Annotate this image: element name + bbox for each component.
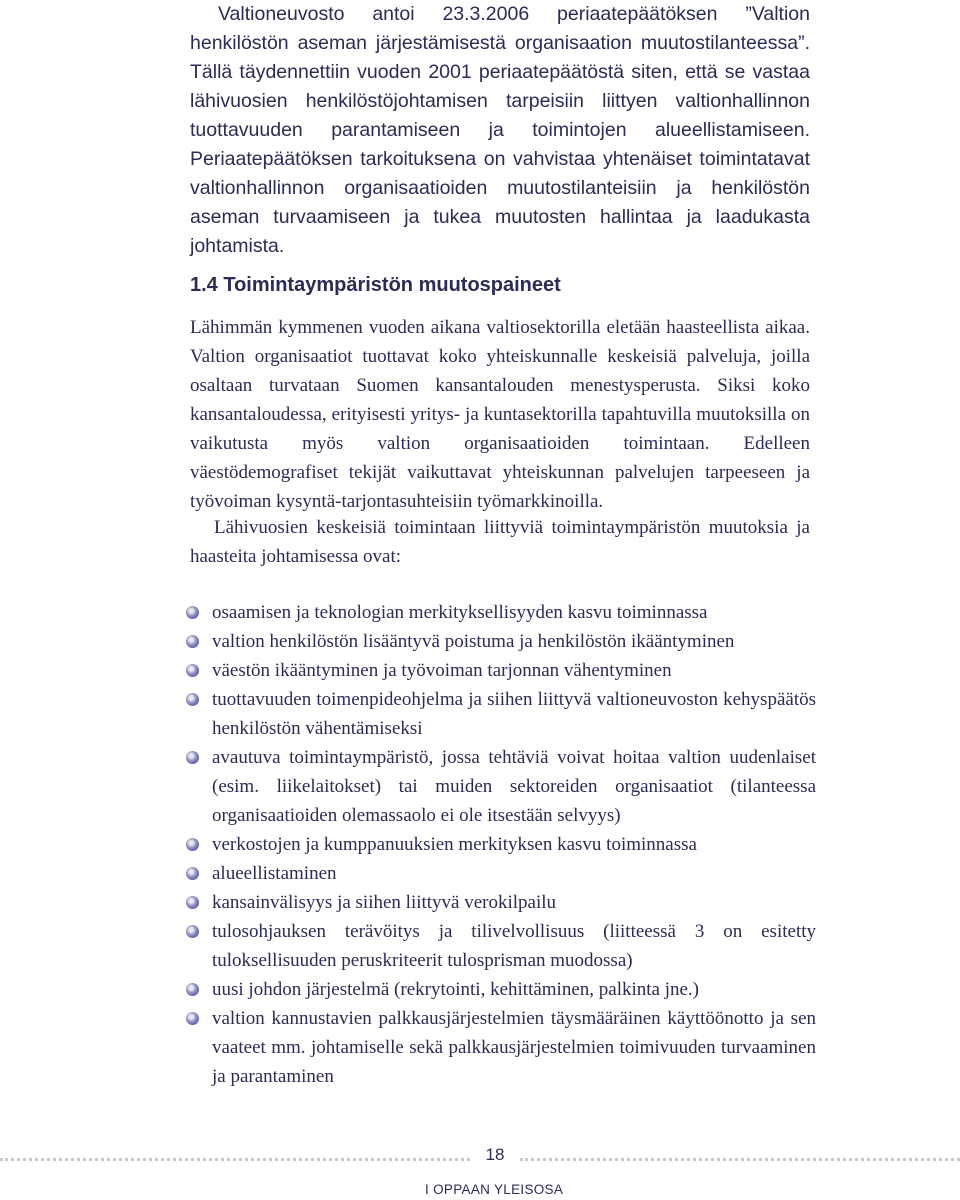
- intro-paragraph: Valtioneuvosto antoi 23.3.2006 periaatepäätöksen ”Valtion henkilöstön aseman järjestämisestä organisaation muutostilanteessa”. Tällä täydennettiin vuoden 2001 periaatepäätöstä siten, että se vastaa lähivuosien henkilöstöjohtamisen tarpeisiin liittyen valtionhallinnon tuottavuuden parantamiseen ja toimintojen alueellistamiseen. Periaatepäätöksen tarkoituksena on vahvistaa yhtenäiset toimintatavat valtionhallinnon organisaatioiden muutostilanteisiin ja henkilöstön aseman turvaamiseen ja tukea muutosten hallintaa ja laadukasta johtamista.: [190, 3, 810, 257]
- bullet-icon: [186, 983, 199, 996]
- list-item-text: alueellistaminen: [212, 863, 337, 884]
- list-item: [186, 888, 816, 917]
- list-item-text: tuottavuuden toimenpideohjelma ja siihen liittyvä valtioneuvoston kehyspäätös henkilöstön vähentämiseksi: [212, 689, 816, 739]
- challenges-list: [186, 598, 816, 1091]
- list-item: [186, 975, 816, 1004]
- list-item: [186, 743, 816, 830]
- footer-dotted-rule-right: [520, 1158, 960, 1161]
- section-paragraph-2: Lähivuosien keskeisiä toimintaan liittyviä toimintaympäristön muutoksia ja haasteita johtamisessa ovat:: [190, 517, 810, 567]
- list-item-text: verkostojen ja kumppanuuksien merkityksen kasvu toiminnassa: [212, 834, 697, 855]
- list-item-text: valtion henkilöstön lisääntyvä poistuma ja henkilöstön ikääntyminen: [212, 631, 735, 652]
- list-item: [186, 859, 816, 888]
- bullet-icon: [186, 751, 199, 764]
- list-item: [186, 1004, 816, 1091]
- section-heading: 1.4 Toimintaympäristön muutospaineet: [190, 274, 561, 296]
- list-item: [186, 830, 816, 859]
- list-item: [186, 917, 816, 975]
- list-item: [186, 685, 816, 743]
- list-item: [186, 598, 816, 627]
- list-item-text: avautuva toimintaympäristö, jossa tehtäviä voivat hoitaa valtion uudenlaiset (esim. liikelaitokset) tai muiden sektoreiden organisaatiot (tilanteessa organisaatioiden olemassaolo ei ole itsestään selvyys): [212, 747, 816, 826]
- list-item-text: uusi johdon järjestelmä (rekrytointi, kehittäminen, palkinta jne.): [212, 979, 700, 1000]
- list-item-text: kansainvälisyys ja siihen liittyvä verokilpailu: [212, 892, 557, 913]
- bullet-icon: [186, 867, 199, 880]
- list-item-text: tulosohjauksen terävöitys ja tilivelvollisuus (liitteessä 3 on esitetty tuloksellisuuden peruskriteerit tulosprisman muodossa): [212, 921, 816, 971]
- bullet-icon: [186, 1012, 199, 1025]
- bullet-icon: [186, 664, 199, 677]
- bullet-icon: [186, 838, 199, 851]
- section-paragraph-1: Lähimmän kymmenen vuoden aikana valtiosektorilla eletään haasteellista aikaa. Valtion organisaatiot tuottavat koko yhteiskunnalle keskeisiä palveluja, joilla osaltaan turvataan Suomen kansantalouden menestysperusta. Siksi koko kansantaloudessa, erityisesti yritys- ja kuntasektorilla tapahtuvilla muutoksilla on vaikutusta myös valtion organisaatioiden toimintaan. Edelleen väestödemografiset tekijät vaikuttavat yhteiskunnan palvelujen tarpeeseen ja työvoiman kysyntä-tarjontasuhteisiin työmarkkinoilla.: [190, 317, 810, 512]
- list-item: [186, 627, 816, 656]
- footer-dotted-rule-left: [0, 1158, 470, 1161]
- bullet-icon: [186, 925, 199, 938]
- page-number: 18: [485, 1145, 505, 1164]
- list-item: [186, 656, 816, 685]
- bullet-icon: [186, 693, 199, 706]
- footer-section-label: I OPPAAN YLEISOSA: [425, 1182, 564, 1197]
- bullet-icon: [186, 896, 199, 909]
- list-item-text: osaamisen ja teknologian merkityksellisyyden kasvu toiminnassa: [212, 602, 708, 623]
- list-item-text: väestön ikääntyminen ja työvoiman tarjonnan vähentyminen: [212, 660, 672, 681]
- bullet-icon: [186, 635, 199, 648]
- list-item-text: valtion kannustavien palkkausjärjestelmien täysmääräinen käyttöönotto ja sen vaateet mm. johtamiselle sekä palkkausjärjestelmien toimivuuden turvaaminen ja parantaminen: [212, 1008, 816, 1087]
- bullet-icon: [186, 606, 199, 619]
